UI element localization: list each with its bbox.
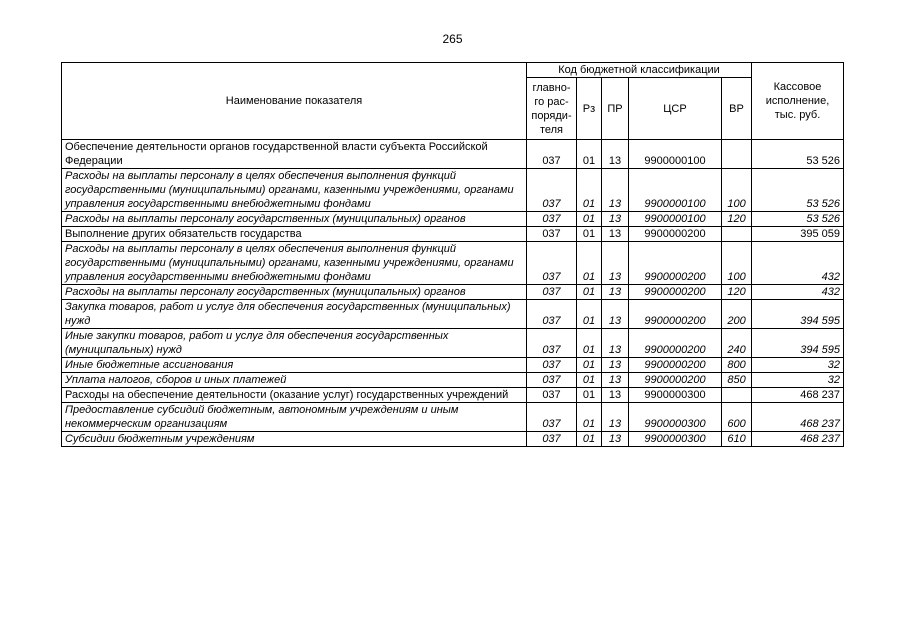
table-row — [62, 300, 844, 329]
cell-rz: 01 — [577, 329, 602, 358]
header-glavny: главно-го рас-поряди-теля — [527, 78, 577, 140]
cell-name: Иные бюджетные ассигнования — [62, 358, 527, 373]
cell-amount: 432 — [752, 285, 844, 300]
table-row — [62, 285, 844, 300]
cell-rz: 01 — [577, 169, 602, 212]
cell-glavny: 037 — [527, 388, 577, 403]
cell-csr: 9900000300 — [629, 388, 722, 403]
header-row-top — [62, 63, 844, 78]
cell-pr: 13 — [602, 212, 629, 227]
cell-vr — [722, 227, 752, 242]
cell-pr: 13 — [602, 432, 629, 447]
cell-pr: 13 — [602, 242, 629, 285]
cell-name: Иные закупки товаров, работ и услуг для обеспечения государственных (муниципальных) нужд — [62, 329, 527, 358]
cell-vr — [722, 388, 752, 403]
table-row — [62, 358, 844, 373]
cell-rz: 01 — [577, 212, 602, 227]
header-csr: ЦСР — [629, 78, 722, 140]
header-rz: Рз — [577, 78, 602, 140]
cell-amount: 468 237 — [752, 403, 844, 432]
cell-name: Расходы на выплаты персоналу государственных (муниципальных) органов — [62, 212, 527, 227]
cell-rz: 01 — [577, 403, 602, 432]
cell-vr: 100 — [722, 169, 752, 212]
cell-glavny: 037 — [527, 432, 577, 447]
cell-name: Предоставление субсидий бюджетным, автономным учреждениям и иным некоммерческим организациям — [62, 403, 527, 432]
cell-glavny: 037 — [527, 285, 577, 300]
header-code-group: Код бюджетной классификации — [527, 63, 752, 78]
cell-csr: 9900000100 — [629, 212, 722, 227]
cell-amount: 468 237 — [752, 432, 844, 447]
cell-name: Расходы на выплаты персоналу в целях обеспечения выполнения функций государственными (муниципальными) органами, казенными учреждениями, органами управления государственными внебюджетными фондами — [62, 169, 527, 212]
table-row — [62, 212, 844, 227]
cell-amount: 394 595 — [752, 329, 844, 358]
page-number: 265 — [442, 32, 463, 46]
cell-rz: 01 — [577, 373, 602, 388]
table-row — [62, 403, 844, 432]
cell-vr: 120 — [722, 285, 752, 300]
table-row — [62, 227, 844, 242]
cell-amount: 53 526 — [752, 140, 844, 169]
cell-csr: 9900000200 — [629, 373, 722, 388]
cell-amount: 432 — [752, 242, 844, 285]
cell-csr: 9900000200 — [629, 329, 722, 358]
cell-pr: 13 — [602, 373, 629, 388]
table-row — [62, 388, 844, 403]
cell-glavny: 037 — [527, 169, 577, 212]
cell-rz: 01 — [577, 358, 602, 373]
cell-amount: 53 526 — [752, 169, 844, 212]
cell-glavny: 037 — [527, 242, 577, 285]
cell-name: Субсидии бюджетным учреждениям — [62, 432, 527, 447]
cell-name: Выполнение других обязательств государства — [62, 227, 527, 242]
cell-pr: 13 — [602, 300, 629, 329]
cell-pr: 13 — [602, 285, 629, 300]
cell-amount: 32 — [752, 358, 844, 373]
table-row — [62, 373, 844, 388]
cell-pr: 13 — [602, 329, 629, 358]
cell-rz: 01 — [577, 242, 602, 285]
cell-glavny: 037 — [527, 212, 577, 227]
cell-pr: 13 — [602, 358, 629, 373]
cell-name: Закупка товаров, работ и услуг для обеспечения государственных (муниципальных) нужд — [62, 300, 527, 329]
cell-amount: 468 237 — [752, 388, 844, 403]
cell-name: Обеспечение деятельности органов государственной власти субъекта Российской Федерации — [62, 140, 527, 169]
header-pr: ПР — [602, 78, 629, 140]
cell-rz: 01 — [577, 300, 602, 329]
cell-vr: 120 — [722, 212, 752, 227]
table-row — [62, 140, 844, 169]
cell-glavny: 037 — [527, 300, 577, 329]
cell-vr: 200 — [722, 300, 752, 329]
table-row — [62, 432, 844, 447]
cell-name: Расходы на обеспечение деятельности (оказание услуг) государственных учреждений — [62, 388, 527, 403]
cell-csr: 9900000300 — [629, 403, 722, 432]
cell-rz: 01 — [577, 388, 602, 403]
cell-vr: 610 — [722, 432, 752, 447]
cell-csr: 9900000100 — [629, 140, 722, 169]
cell-csr: 9900000100 — [629, 169, 722, 212]
table-row — [62, 169, 844, 212]
budget-table — [61, 62, 844, 447]
cell-pr: 13 — [602, 169, 629, 212]
cell-rz: 01 — [577, 140, 602, 169]
cell-amount: 32 — [752, 373, 844, 388]
cell-vr: 850 — [722, 373, 752, 388]
cell-pr: 13 — [602, 227, 629, 242]
cell-vr: 600 — [722, 403, 752, 432]
cell-vr: 240 — [722, 329, 752, 358]
cell-csr: 9900000300 — [629, 432, 722, 447]
cell-amount: 395 059 — [752, 227, 844, 242]
cell-vr — [722, 140, 752, 169]
cell-pr: 13 — [602, 140, 629, 169]
cell-rz: 01 — [577, 432, 602, 447]
cell-rz: 01 — [577, 227, 602, 242]
header-amount: Кассовое исполнение, тыс. руб. — [752, 63, 844, 140]
cell-csr: 9900000200 — [629, 358, 722, 373]
cell-glavny: 037 — [527, 140, 577, 169]
table-body — [62, 140, 844, 447]
table-row — [62, 329, 844, 358]
cell-csr: 9900000200 — [629, 285, 722, 300]
cell-csr: 9900000200 — [629, 300, 722, 329]
cell-glavny: 037 — [527, 358, 577, 373]
cell-vr: 800 — [722, 358, 752, 373]
cell-pr: 13 — [602, 388, 629, 403]
cell-csr: 9900000200 — [629, 227, 722, 242]
cell-rz: 01 — [577, 285, 602, 300]
cell-vr: 100 — [722, 242, 752, 285]
cell-amount: 53 526 — [752, 212, 844, 227]
cell-amount: 394 595 — [752, 300, 844, 329]
table-row — [62, 242, 844, 285]
cell-name: Расходы на выплаты персоналу государственных (муниципальных) органов — [62, 285, 527, 300]
cell-glavny: 037 — [527, 227, 577, 242]
header-name: Наименование показателя — [62, 63, 527, 140]
cell-glavny: 037 — [527, 329, 577, 358]
header-vr: ВР — [722, 78, 752, 140]
cell-pr: 13 — [602, 403, 629, 432]
cell-glavny: 037 — [527, 403, 577, 432]
cell-name: Уплата налогов, сборов и иных платежей — [62, 373, 527, 388]
cell-name: Расходы на выплаты персоналу в целях обеспечения выполнения функций государственными (муниципальными) органами, казенными учреждениями, органами управления государственными внебюджетными фондами — [62, 242, 527, 285]
cell-glavny: 037 — [527, 373, 577, 388]
cell-csr: 9900000200 — [629, 242, 722, 285]
